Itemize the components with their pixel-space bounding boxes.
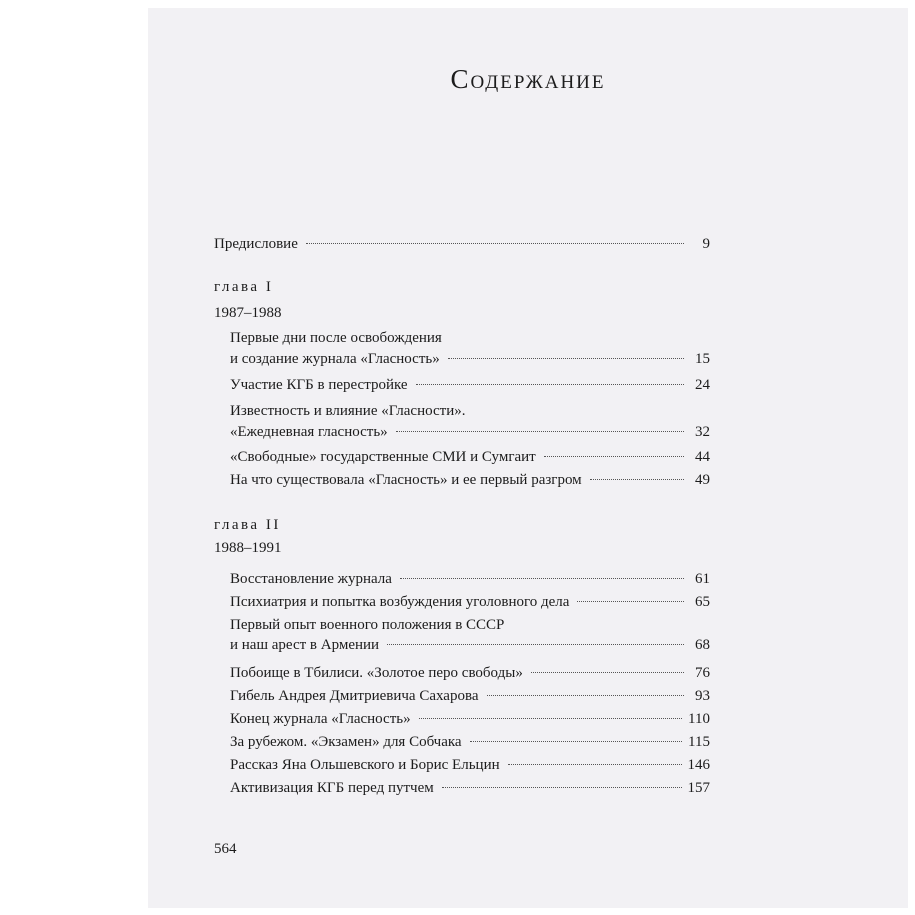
toc-entry — [230, 377, 710, 394]
toc-entry — [230, 594, 710, 611]
dot-leader — [508, 764, 682, 765]
toc-entry — [230, 351, 710, 368]
dot-leader — [400, 578, 684, 579]
dot-leader — [470, 741, 682, 742]
chapter-years: 1987–1988 — [214, 305, 282, 321]
toc-entry-label: Конец журнала «Гласность» — [230, 711, 411, 727]
dot-leader — [442, 787, 682, 788]
dot-leader — [544, 456, 684, 457]
toc-entry-label: «Свободные» государственные СМИ и Сумгаит — [230, 449, 536, 465]
dot-leader — [487, 695, 685, 696]
toc-entry — [230, 472, 710, 489]
dot-leader — [448, 358, 684, 359]
book-page — [148, 8, 908, 908]
toc-entry-preface — [214, 236, 710, 253]
toc-entry-page: 76 — [695, 665, 710, 681]
toc-entry-label: Побоище в Тбилиси. «Золотое перо свободы» — [230, 665, 523, 681]
dot-leader — [396, 431, 684, 432]
toc-entry-label: Гибель Андрея Дмитриевича Сахарова — [230, 688, 479, 704]
toc-entry — [230, 780, 710, 797]
toc-entry-page: 61 — [695, 571, 710, 587]
toc-entry-page: 68 — [695, 637, 710, 653]
toc-entry-label: Участие КГБ в перестройке — [230, 377, 408, 393]
toc-entry-page: 115 — [688, 734, 710, 750]
toc-entry-line: Известность и влияние «Гласности». — [230, 403, 466, 419]
toc-entry — [230, 734, 710, 751]
toc-entry — [230, 637, 710, 654]
page-number: 564 — [214, 841, 237, 857]
toc-entry-page: 24 — [695, 377, 710, 393]
toc-entry-page: 15 — [695, 351, 710, 367]
dot-leader — [531, 672, 684, 673]
toc-entry-line: Первый опыт военного положения в СССР — [230, 617, 505, 633]
toc-entry-page: 49 — [695, 472, 710, 488]
dot-leader — [306, 243, 684, 244]
toc-entry-label: Предисловие — [214, 236, 298, 252]
toc-entry — [230, 424, 710, 441]
toc-entry-label: Активизация КГБ перед путчем — [230, 780, 434, 796]
dot-leader — [387, 644, 684, 645]
toc-entry-label: и наш арест в Армении — [230, 637, 380, 653]
toc-entry-page: 65 — [695, 594, 710, 610]
toc-entry — [230, 571, 710, 588]
toc-entry — [230, 688, 710, 705]
toc-entry-page: 9 — [702, 236, 710, 252]
toc-entry — [230, 711, 710, 728]
toc-entry — [230, 449, 710, 466]
toc-entry-label: «Ежедневная гласность» — [230, 424, 388, 440]
chapter-years: 1988–1991 — [214, 540, 282, 556]
chapter-label: глава II — [214, 517, 281, 533]
toc-entry-page: 93 — [695, 688, 710, 704]
toc-entry-label: Рассказ Яна Ольшевского и Борис Ельцин — [230, 757, 500, 773]
toc-entry-page: 44 — [695, 449, 710, 465]
toc-entry — [230, 665, 710, 682]
page-title: Содержание — [450, 64, 606, 94]
toc-entry-label: и создание журнала «Гласность» — [230, 351, 440, 367]
toc-entry-label: Психиатрия и попытка возбуждения уголовного дела — [230, 594, 570, 610]
dot-leader — [590, 479, 684, 480]
toc-entry-page: 110 — [688, 711, 710, 727]
toc-entry — [230, 757, 710, 774]
toc-entry-line: Первые дни после освобождения — [230, 330, 442, 346]
toc-entry-page: 157 — [687, 780, 710, 796]
dot-leader — [577, 601, 684, 602]
toc-entry-label: За рубежом. «Экзамен» для Собчака — [230, 734, 462, 750]
dot-leader — [416, 384, 684, 385]
dot-leader — [419, 718, 682, 719]
toc-entry-page: 146 — [687, 757, 710, 773]
chapter-label: глава I — [214, 279, 274, 295]
toc-entry-page: 32 — [695, 424, 710, 440]
toc-entry-label: На что существовала «Гласность» и ее первый разгром — [230, 472, 582, 488]
toc-entry-label: Восстановление журнала — [230, 571, 392, 587]
